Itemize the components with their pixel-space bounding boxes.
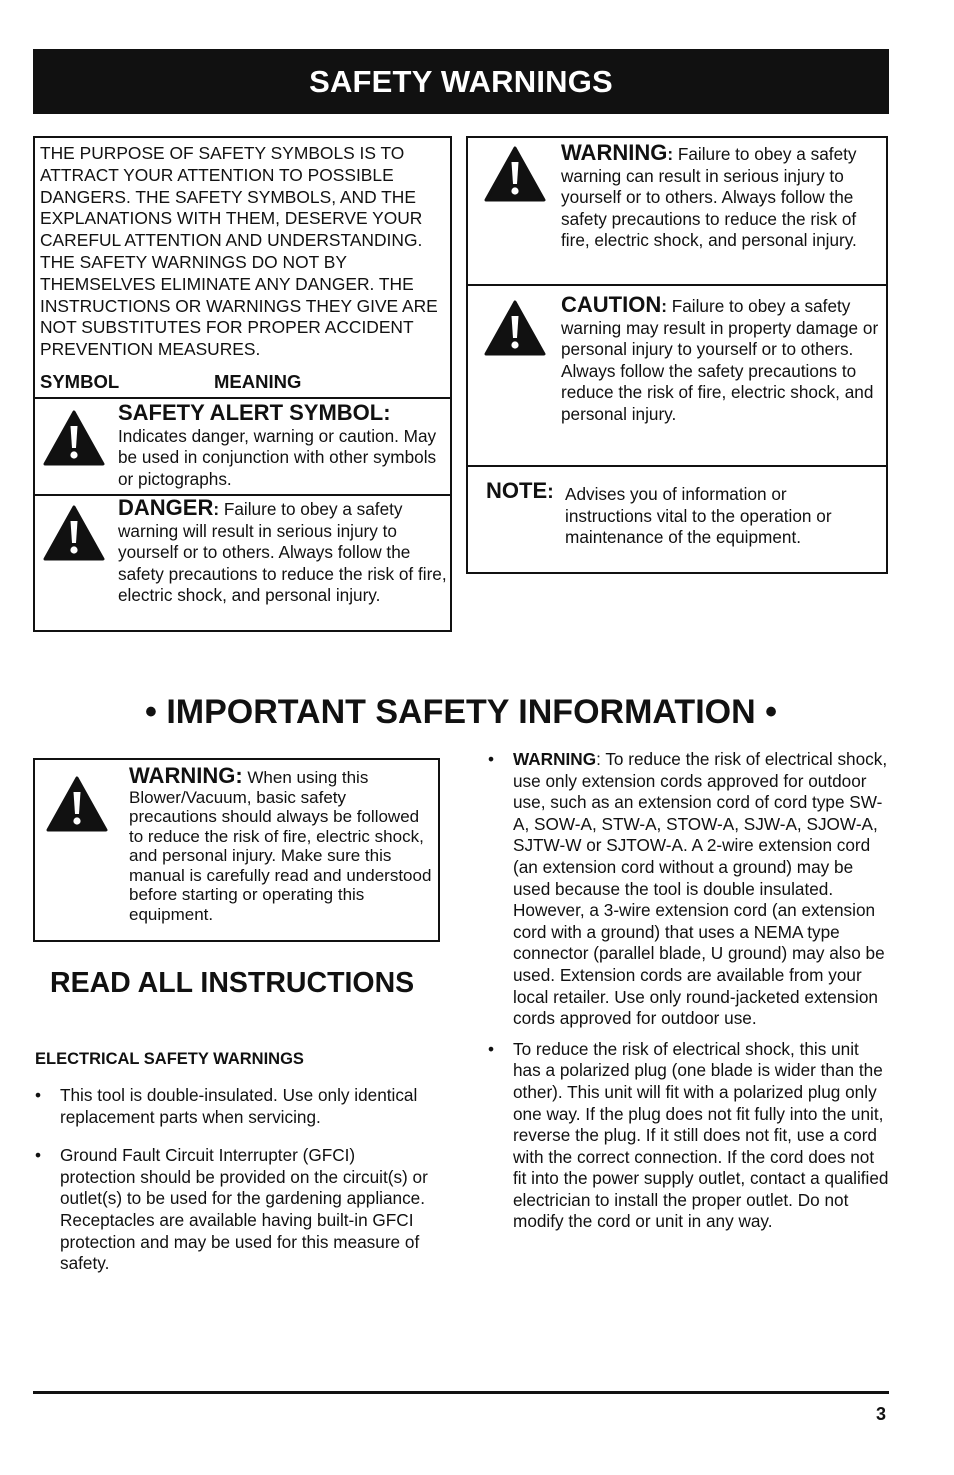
page-title-bar (33, 49, 889, 114)
danger-colon: : (213, 499, 220, 519)
alert-triangle-icon (46, 776, 108, 832)
divider (468, 465, 886, 467)
note-text: Advises you of information or instructions vital to the operation or maintenance of the equipment. (565, 484, 832, 548)
symbol-row-safety-alert (118, 402, 448, 490)
bullet-glyph: • (35, 1085, 42, 1105)
column-header-meaning: MEANING (214, 371, 302, 392)
list-item (35, 1085, 433, 1128)
left-bullet-list (35, 1085, 433, 1275)
warning-heading: WARNING (561, 140, 668, 165)
footer-rule (33, 1391, 889, 1394)
divider (35, 397, 450, 399)
blower-warning-body: When using this Blower/Vacuum, basic safety precautions should always be followed to reduce the risk of fire, electric shock, and personal injury. Make sure this manual is carefully read and understood before starting or operating this equipment. (129, 768, 432, 924)
alert-triangle-icon (484, 300, 546, 356)
note-heading: NOTE (486, 478, 548, 503)
safety-alert-colon: : (383, 400, 391, 425)
caution-text: Failure to obey a safety warning may result in property damage or personal injury to yourself or to others. Always follow the safety precautions to reduce the risk of fire, electric shock, and personal injury. (561, 296, 879, 424)
bullet-glyph: • (488, 1038, 495, 1059)
warning-lead: WARNING (513, 749, 597, 769)
note-heading-wrap (486, 478, 554, 504)
caution-colon: : (661, 296, 667, 316)
important-title: • IMPORTANT SAFETY INFORMATION • (144, 693, 777, 731)
symbols-box (33, 136, 452, 632)
bullet-text: : To reduce the risk of electrical shock, use only extension cords approved for outdoor use, such as an extension cord of cord type SW-A, SOW-A, STW-A, STOW-A, SJW-A, SJOW-A, SJTW-W or SJTOW-A. A 2-wire extension cord (an extension cord without a ground) may be used because the tool is double insulated. However, a 3-wire extension cord (an extension cord with a ground) that uses a NEMA type connector (parallel blade, U ground) may also be used. Extension cords are available from your local retailer. Use only round-jacketed extension cords approved for outdoor use. (513, 749, 888, 1029)
divider (35, 494, 450, 496)
danger-heading: DANGER (118, 495, 214, 520)
bullet-text: This tool is double-insulated. Use only identical replacement parts when servicing. (60, 1085, 418, 1127)
warning-text: Failure to obey a safety warning can result in serious injury to yourself or to others. Always follow the safety precautions to reduce the risk of fire, electric shock, and personal injury. (561, 144, 857, 251)
bullet-glyph: • (488, 749, 495, 769)
danger-text: Failure to obey a safety warning will result in serious injury to yourself or to others. Always follow the safety precautions to reduce the risk of fire, electric shock, and personal injury. (118, 499, 447, 606)
page-title: SAFETY WARNINGS (309, 63, 613, 99)
alert-triangle-icon (43, 410, 105, 466)
blower-warning-text (129, 763, 437, 924)
safety-alert-heading: SAFETY ALERT SYMBOL (118, 400, 384, 425)
safety-alert-text: Indicates danger, warning or caution. May be used in conjunction with other symbols or pictographs. (118, 425, 437, 489)
list-item (488, 749, 891, 1030)
warning-colon: : (667, 144, 674, 164)
list-item (35, 1145, 433, 1275)
blower-warning-box (33, 758, 440, 942)
electrical-heading: ELECTRICAL SAFETY WARNINGS (35, 1050, 304, 1068)
divider (468, 284, 886, 286)
signal-words-box (466, 136, 888, 574)
bullet-glyph: • (35, 1145, 42, 1166)
caution-heading: CAUTION (561, 292, 662, 317)
alert-triangle-icon (43, 505, 105, 561)
list-item (488, 1039, 891, 1233)
alert-triangle-icon (484, 146, 546, 202)
column-header-symbol: SYMBOL (40, 371, 120, 392)
bullet-text: Ground Fault Circuit Interrupter (GFCI) protection should be provided on the circuit(s) or outlet(s) to be used for the gardening appliance. Receptacles are available having built-in GFCI protection and may be used for this measure of safety. (60, 1145, 428, 1274)
symbol-row-danger (118, 497, 448, 607)
note-colon: : (547, 481, 554, 503)
page-number: 3 (875, 1404, 886, 1424)
symbols-intro: THE PURPOSE OF SAFETY SYMBOLS IS TO ATTRACT YOUR ATTENTION TO POSSIBLE DANGERS. THE SAFETY SYMBOLS, AND THE EXPLANATIONS WITH THEM, DESERVE YOUR CAREFUL ATTENTION AND UNDERSTANDING. THE SAFETY WARNINGS DO NOT BY THEMSELVES ELIMINATE ANY DANGER. THE INSTRUCTIONS OR WARNINGS THEY GIVE ARE NOT SUBSTITUTES FOR PROPER ACCIDENT PREVENTION MEASURES. (40, 143, 438, 360)
bullet-text: To reduce the risk of electrical shock, this unit has a polarized plug (one blade is wider than the other). This unit will fit with a polarized plug only one way. If the plug does not fit fully into the unit, reverse the plug. If it still does not fit, use a cord with the correct connection. If the cord does not fit into the power supply outlet, contact a qualified electrician to install the proper outlet. Do not modify the cord or unit in any way. (513, 1038, 889, 1232)
signal-row-warning (561, 142, 883, 252)
signal-row-caution (561, 294, 883, 426)
blower-warning-heading: WARNING: (129, 763, 243, 788)
right-bullet-list (488, 749, 891, 1233)
read-all-heading: READ ALL INSTRUCTIONS (50, 967, 415, 999)
